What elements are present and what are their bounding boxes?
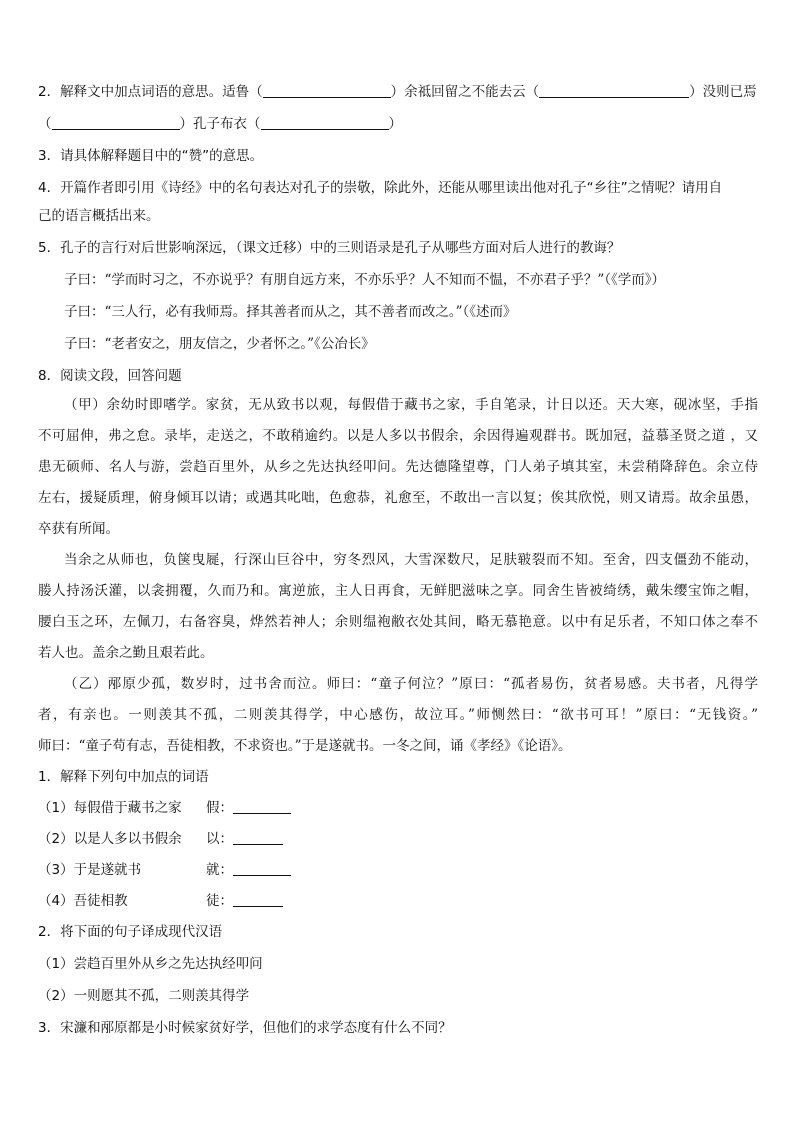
- answer-blank: [539, 83, 689, 98]
- passage-a-line-3: 患无硕师、名人与游，尝趋百里外，从乡之先达执经叩问。先达德隆望尊，门人弟子填其室，未尝稍降辞色。余立侍: [38, 459, 758, 475]
- vocab-word: 徒：: [206, 893, 233, 909]
- q2-text-f: ）: [388, 116, 402, 132]
- answer-blank: [233, 892, 283, 907]
- q2-text-b: ）余祗回留之不能去云（: [390, 84, 540, 100]
- answer-blank: [263, 83, 391, 98]
- vocab-word: 就：: [206, 862, 233, 878]
- answer-blank: [261, 115, 389, 130]
- sub-question-1-title: 1．解释下列句中加点的词语: [38, 769, 209, 785]
- question-3: 3．请具体解释题目中的“赞”的意思。: [38, 148, 264, 164]
- vocab-sentence: （3）于是遂就书: [38, 862, 142, 878]
- question-5-title: 5．孔子的言行对后世影响深远，（课文迁移）中的三则语录是孔子从哪些方面对后人进行的教诲？: [38, 240, 621, 256]
- quote-1: 子曰：“学而时习之，不亦说乎？有朋自远方来，不亦乐乎？人不知而不愠，不亦君子乎？”（《学而》）: [64, 272, 666, 288]
- question-8-title: 8．阅读文段，回答问题: [38, 368, 182, 384]
- vocab-sentence: （1）每假借于藏书之家: [38, 800, 182, 816]
- sub-question-3: 3．宋濂和邴原都是小时候家贫好学，但他们的求学态度有什么不同？: [38, 1020, 452, 1036]
- vocab-word: 假：: [206, 800, 233, 816]
- answer-blank: [233, 830, 283, 845]
- vocab-item: [38, 860, 758, 880]
- answer-blank: [233, 861, 291, 876]
- vocab-word: 以：: [206, 831, 233, 847]
- passage-b-line-2: 媵人持汤沃灌，以衾拥覆，久而乃和。寓逆旅，主人日再食，无鲜肥滋味之享。同舍生皆被绮绣，戴朱缨宝饰之帽，: [38, 583, 758, 599]
- passage-a-line-1: （甲）余幼时即嗜学。家贫，无从致书以观，每假借于藏书之家，手自笔录，计日以还。天大寒，砚冰坚，手指: [64, 397, 758, 413]
- passage-b-line-4: 若人也。盖余之勤且艰若此。: [38, 645, 214, 661]
- passage-b-line-3: 腰白玉之环，左佩刀，右备容臭，烨然若神人；余则缊袍敝衣处其间，略无慕艳意。以中有足乐者，不知口体之奉不: [38, 614, 758, 630]
- question-4-line-1: 4．开篇作者即引用《诗经》中的名句表达对孔子的崇敬，除此外，还能从哪里读出他对孔子“乡往”之情呢？请用自: [38, 180, 723, 196]
- translate-item-1: （1）尝趋百里外从乡之先达执经叩问: [38, 956, 263, 972]
- answer-blank: [233, 799, 291, 814]
- answer-blank: [52, 115, 180, 130]
- passage-a-line-5: 卒获有所闻。: [38, 521, 119, 537]
- passage-c-line-3: 师曰：“童子苟有志，吾徒相教，不求资也。”于是遂就书。一冬之间，诵《孝经》《论语》。: [38, 738, 572, 754]
- q2-text-c: ）没则已焉: [689, 84, 757, 100]
- vocab-sentence: （4）吾徒相教: [38, 893, 128, 909]
- passage-c-line-1: （乙）邴原少孤，数岁时，过书舍而泣。师曰：“童子何泣？”原曰：“孤者易伤，贫者易感。夫书者，凡得学: [64, 676, 758, 692]
- vocab-item: [38, 891, 758, 911]
- translate-item-2: （2）一则愿其不孤，二则羡其得学: [38, 988, 250, 1004]
- passage-a-line-4: 左右，援疑质理，俯身倾耳以请；或遇其叱咄，色愈恭，礼愈至，不敢出一言以复；俟其欣悦，则又请焉。故余虽愚，: [38, 490, 758, 506]
- passage-b-line-1: 当余之从师也，负箧曳屣，行深山巨谷中，穷冬烈风，大雪深数尺，足肤皲裂而不知。至舍，四支僵劲不能动，: [64, 552, 758, 568]
- sub-question-2-title: 2．将下面的句子译成现代汉语: [38, 924, 223, 940]
- quote-3: 子曰：“老者安之，朋友信之，少者怀之。”《公冶长》: [64, 336, 375, 352]
- q2-text-d: （: [38, 116, 52, 132]
- question-2-line-1: [38, 82, 758, 102]
- passage-a-line-2: 不可屈伸，弗之怠。录毕，走送之，不敢稍逾约。以是人多以书假余，余因得遍观群书。既加冠，益慕圣贤之道 ，又: [38, 428, 758, 444]
- q2-text-a: 2．解释文中加点词语的意思。适鲁（: [38, 84, 263, 100]
- q2-text-e: ）孔子布衣（: [179, 116, 261, 132]
- question-4-line-2: 己的语言概括出来。: [38, 208, 160, 224]
- passage-c-line-2: 者，有亲也。一则羡其不孤，二则羡其得学，中心感伤，故泣耳。”师恻然曰：“欲书可耳！”原曰：“无钱资。”: [38, 707, 758, 723]
- question-2-line-2: [38, 114, 758, 134]
- vocab-sentence: （2）以是人多以书假余: [38, 831, 182, 847]
- vocab-item: [38, 798, 758, 818]
- quote-2: 子曰：“三人行，必有我师焉。择其善者而从之，其不善者而改之。”（《述而》: [64, 304, 517, 320]
- vocab-item: [38, 829, 758, 849]
